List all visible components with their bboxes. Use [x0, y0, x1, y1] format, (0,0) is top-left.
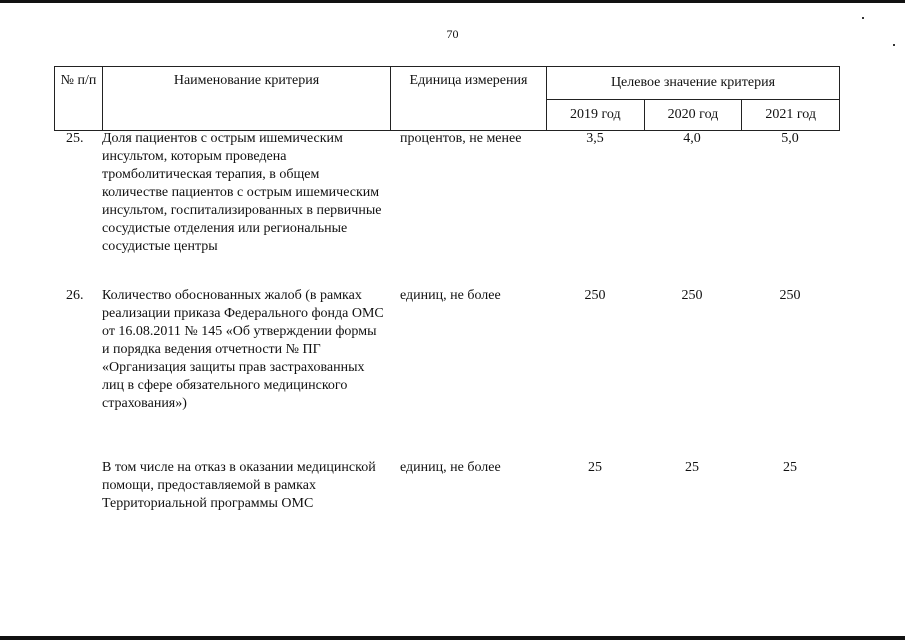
row-25-value-2020: 4,0 [683, 131, 701, 146]
row-26-value-2020: 250 [681, 288, 703, 303]
row-26-unit: единиц, не более [400, 288, 501, 303]
row-26-sub-unit: единиц, не более [400, 460, 501, 475]
scan-speck [862, 17, 864, 19]
scan-edge-top [0, 0, 905, 3]
row-26-name: Количество обоснованных жалоб (в рамках реализации приказа Федерального фонда ОМС от 16.08.2011 № 145 «Об утверждении формы и порядка ведения отчетности № ПГ «Организация защиты прав застрахованных лиц в сфере обязательного медицинского страхования») [102, 288, 384, 411]
scan-speck [893, 44, 895, 46]
header-year-2019: 2019 год [547, 100, 645, 131]
row-25-value-2021: 5,0 [781, 131, 799, 146]
header-year-2020: 2020 год [644, 100, 742, 131]
row-26-sub-value-2020: 25 [685, 460, 699, 475]
criteria-table-header [54, 66, 840, 131]
row-26-value-2019: 250 [584, 288, 606, 303]
row-25-unit: процентов, не менее [400, 131, 522, 146]
page-number: 70 [446, 27, 459, 41]
header-unit: Единица измерения [391, 67, 547, 131]
header-num: № п/п [55, 67, 103, 131]
header-target: Целевое значение критерия [547, 67, 840, 100]
header-name: Наименование критерия [103, 67, 391, 131]
row-26-sub-name: В том числе на отказ в оказании медицинской помощи, предоставляемой в рамках Территориальной программы ОМС [102, 460, 376, 511]
row-26-value-2021: 250 [779, 288, 801, 303]
scan-edge-bottom [0, 636, 905, 640]
row-25-name: Доля пациентов с острым ишемическим инсультом, которым проведена тромболитическая терапия, в общем количестве пациентов с острым ишемическим инсультом, госпитализированных в первичные сосудистые отделения или региональные сосудистые центры [102, 131, 382, 254]
row-26-sub-value-2021: 25 [783, 460, 797, 475]
header-year-2021: 2021 год [742, 100, 840, 131]
row-25-value-2019: 3,5 [586, 131, 604, 146]
row-25-num: 25. [66, 131, 84, 146]
row-26-sub-value-2019: 25 [588, 460, 602, 475]
row-26-num: 26. [66, 288, 84, 303]
